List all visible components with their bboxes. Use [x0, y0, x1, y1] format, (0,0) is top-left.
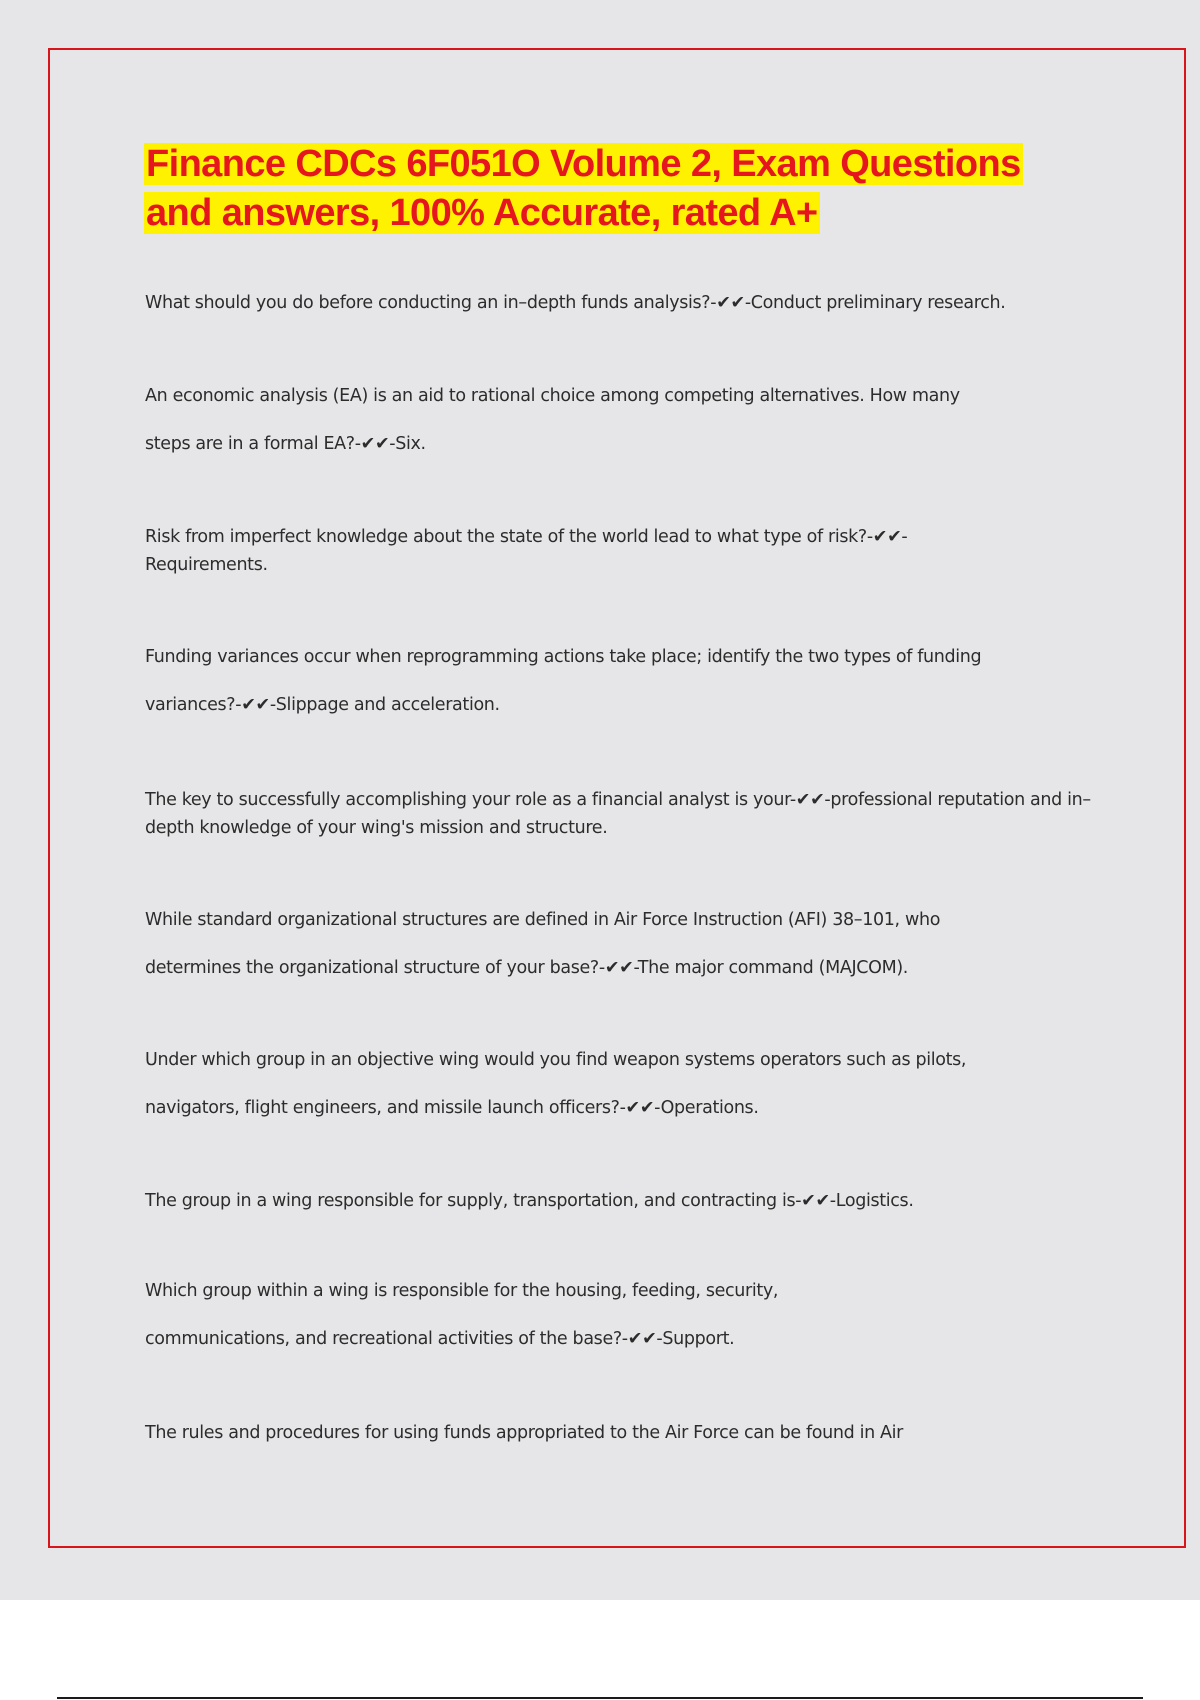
title-highlight: Finance CDCs 6F051O Volume 2, Exam Questions and answers, 100% Accurate, rated A+ — [146, 143, 1021, 234]
footer-rule — [57, 1697, 1143, 1699]
qa-item-5: The key to successfully accomplishing your role as a financial analyst is your-✔✔-professional reputation and in–depth knowledge of your wing's mission and structure. — [145, 790, 1091, 838]
qa-item-9: Which group within a wing is responsible for the housing, feeding, security, communications, and recreational activities of the base?-✔✔-Support. — [145, 1281, 779, 1349]
qa-item-2: An economic analysis (EA) is an aid to rational choice among competing alternatives. How many steps are in a formal EA?-✔✔-Six. — [145, 386, 960, 454]
qa-item-4: Funding variances occur when reprogramming actions take place; identify the two types of funding variances?-✔✔-Slippage and acceleration. — [145, 647, 982, 715]
qa-item-7: Under which group in an objective wing would you find weapon systems operators such as pilots, navigators, flight engineers, and missile launch officers?-✔✔-Operations. — [145, 1050, 967, 1118]
document-title — [144, 140, 1094, 238]
qa-item-1: What should you do before conducting an in–depth funds analysis?-✔✔-Conduct preliminary research. — [145, 293, 1006, 313]
qa-item-10: The rules and procedures for using funds appropriated to the Air Force can be found in Air — [145, 1423, 904, 1443]
qa-item-8: The group in a wing responsible for supply, transportation, and contracting is-✔✔-Logistics. — [145, 1191, 914, 1211]
qa-item-3: Risk from imperfect knowledge about the state of the world lead to what type of risk?-✔✔-Requirements. — [145, 527, 908, 575]
qa-item-6: While standard organizational structures are defined in Air Force Instruction (AFI) 38–101, who determines the organizational structure of your base?-✔✔-The major command (MAJCOM). — [145, 910, 941, 978]
